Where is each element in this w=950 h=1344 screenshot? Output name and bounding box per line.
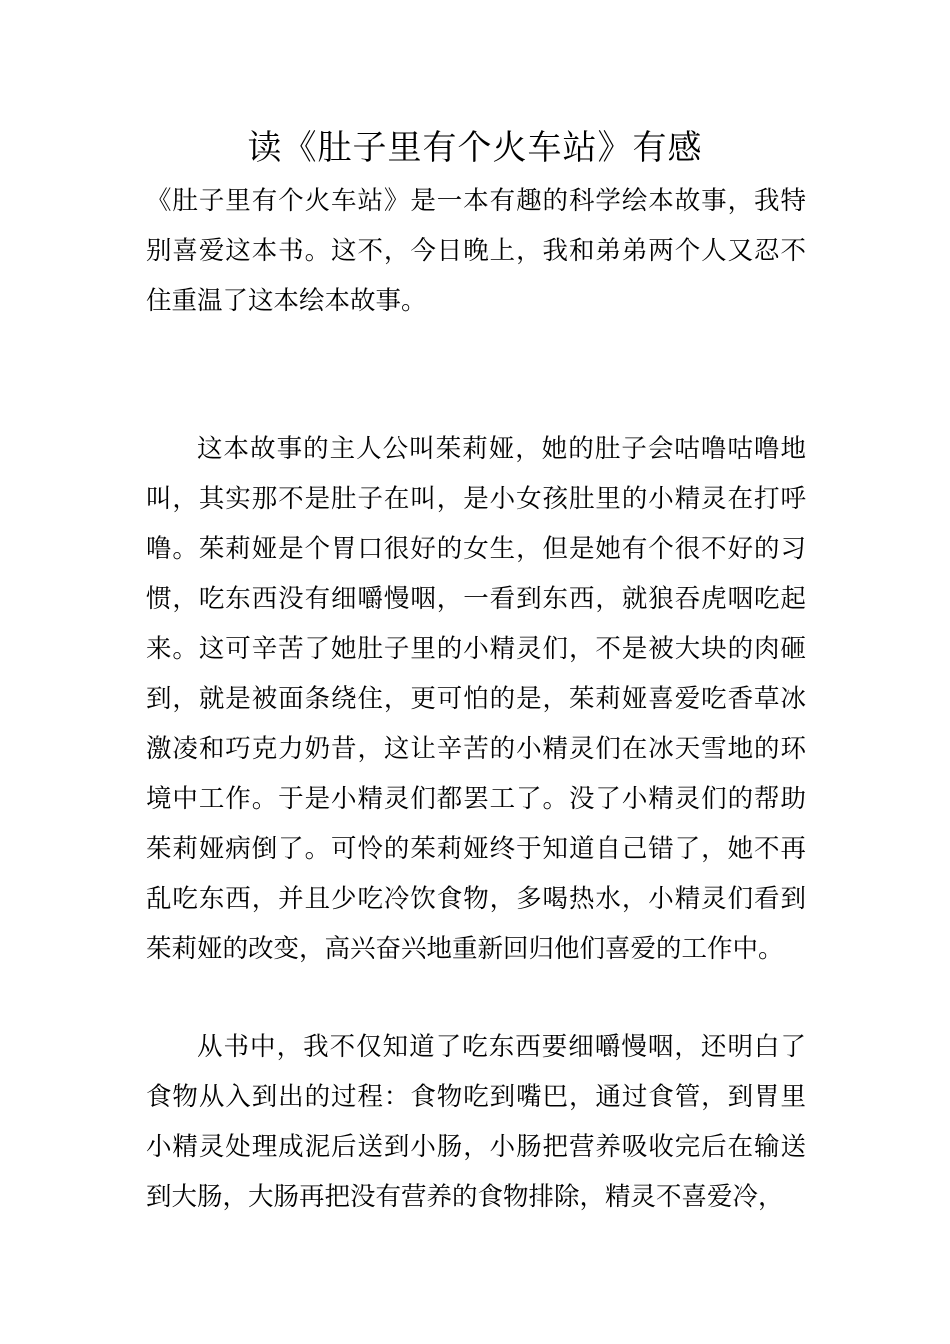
paragraph-reflection: 从书中，我不仅知道了吃东西要细嚼慢咽，还明白了食物从入到出的过程：食物吃到嘴巴，通过食管，到胃里小精灵处理成泥后送到小肠，小肠把营养吸收完后在输送到大肠，大肠再把没有营养的食物排除，精灵不喜爱冷， (146, 1032, 806, 1212)
paragraph-intro: 《肚子里有个火车站》是一本有趣的科学绘本故事，我特别喜爱这本书。这不，今日晚上，我和弟弟两个人又忍不住重温了这本绘本故事。 (146, 186, 806, 316)
paragraph-story: 这本故事的主人公叫茱莉娅，她的肚子会咕噜咕噜地叫，其实那不是肚子在叫，是小女孩肚里的小精灵在打呼噜。茱莉娅是个胃口很好的女生，但是她有个很不好的习惯，吃东西没有细嚼慢咽，一看到东西，就狼吞虎咽吃起来。这可辛苦了她肚子里的小精灵们，不是被大块的肉砸到，就是被面条绕住，更可怕的是，茱莉娅喜爱吃香草冰激凌和巧克力奶昔，这让辛苦的小精灵们在冰天雪地的环境中工作。于是小精灵们都罢工了。没了小精灵们的帮助茱莉娅病倒了。可怜的茱莉娅终于知道自己错了，她不再乱吃东西，并且少吃冷饮食物，多喝热水，小精灵们看到茱莉娅的改变，高兴奋兴地重新回归他们喜爱的工作中。 (146, 434, 806, 964)
document-title: 读《肚子里有个火车站》有感 (247, 128, 703, 168)
